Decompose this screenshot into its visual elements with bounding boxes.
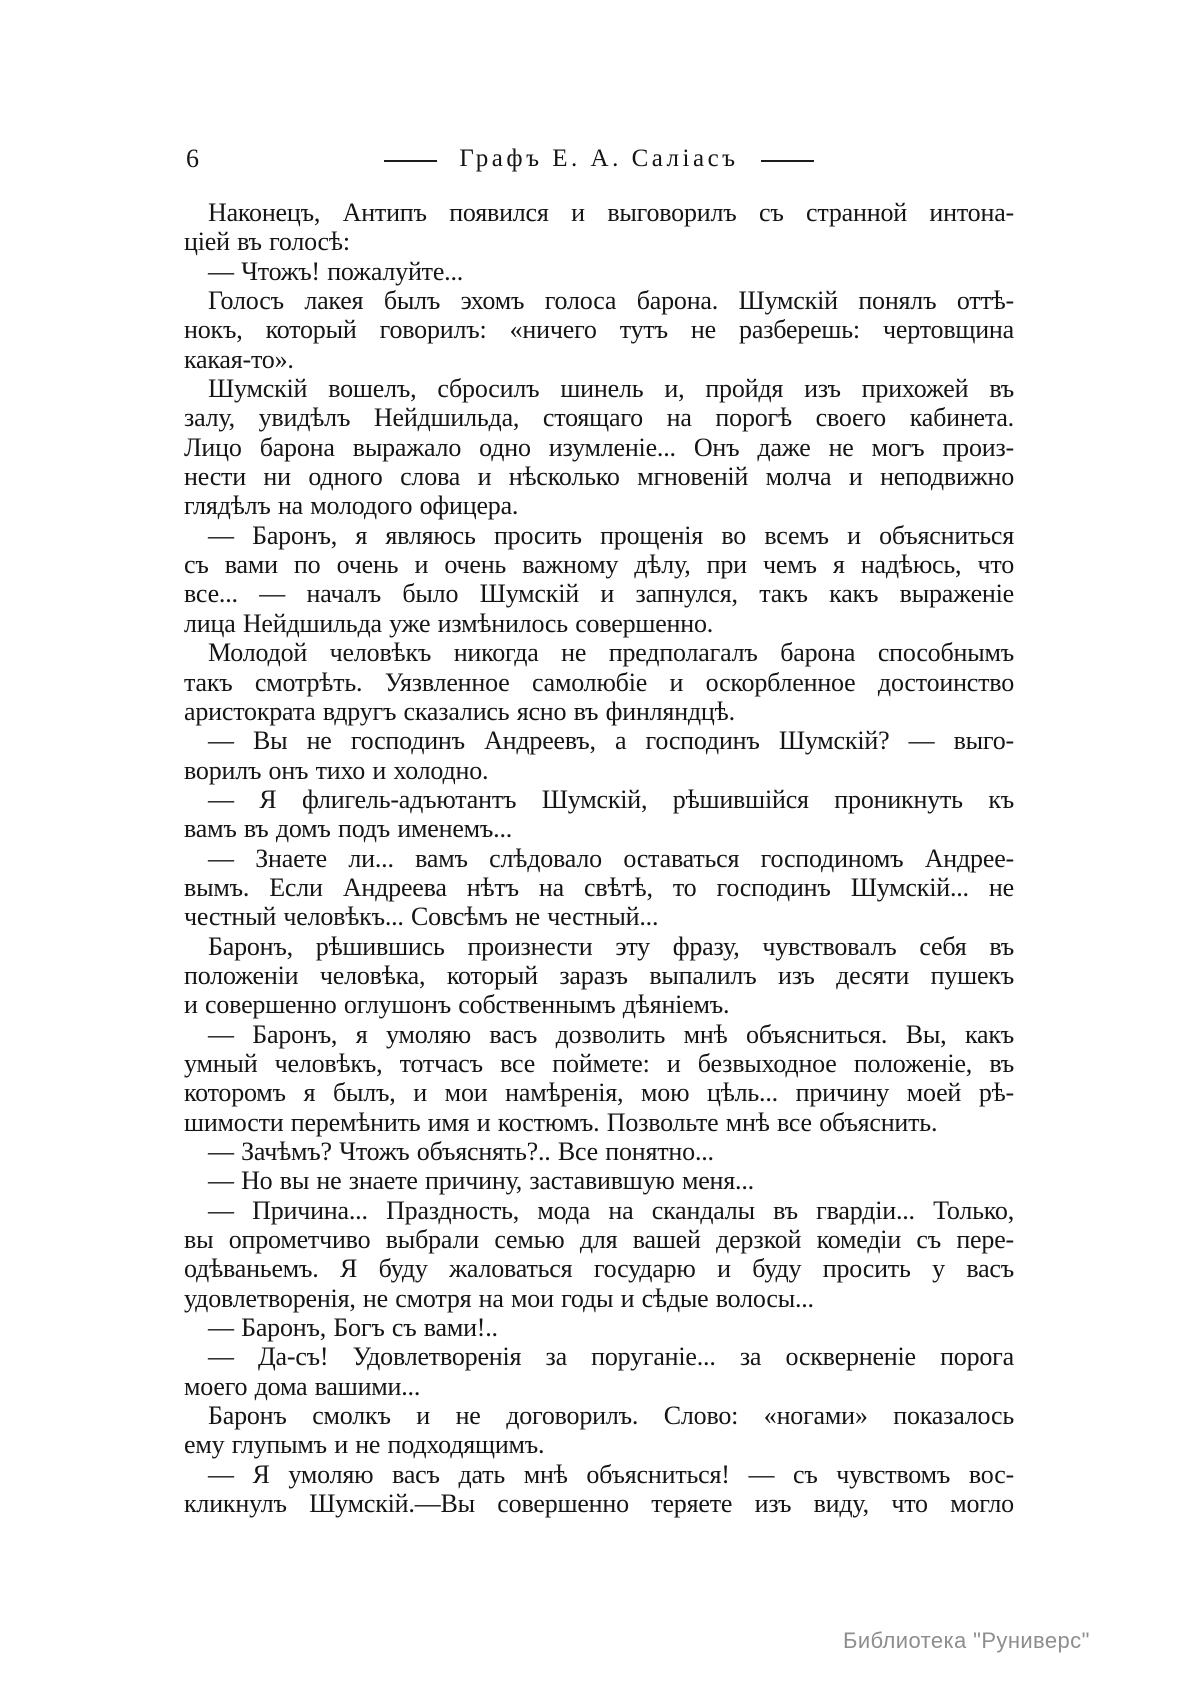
- text-line: вамъ въ домъ подъ именемъ...: [184, 814, 513, 844]
- paragraph: [184, 844, 1014, 932]
- text-line: Баронъ смолкъ и не договорилъ. Слово: «ногами» показалось: [208, 1401, 1014, 1431]
- text-line: честный человѣкъ... Совсѣмъ не честный...: [184, 902, 659, 932]
- paragraph: [184, 1137, 1014, 1166]
- text-line: и совершенно оглушонъ собственнымъ дѣяніемъ.: [184, 990, 730, 1020]
- paragraph: [184, 1460, 1014, 1519]
- paragraph: [184, 1342, 1014, 1401]
- text-line: Голосъ лакея былъ эхомъ голоса барона. Шумскій понялъ оттѣ-: [208, 286, 1014, 316]
- paragraph: [184, 638, 1014, 726]
- paragraph: [184, 726, 1014, 785]
- paragraph: [184, 1020, 1014, 1137]
- text-line: глядѣлъ на молодого офицера.: [184, 491, 519, 521]
- text-line: — Знаете ли... вамъ слѣдовало оставаться господиномъ Андрее-: [208, 843, 1014, 873]
- text-body: [184, 198, 1014, 1518]
- header-rule-left: [384, 160, 437, 162]
- text-line: ему глупымъ и не подходящимъ.: [184, 1430, 545, 1460]
- text-line: — Я флигель-адъютантъ Шумскій, рѣшившійся проникнуть къ: [208, 784, 1014, 814]
- text-line: нести ни одного слова и нѣсколько мгновеній молча и неподвижно: [184, 462, 1014, 492]
- text-line: шимости перемѣнить имя и костюмъ. Позвольте мнѣ все объяснить.: [184, 1107, 938, 1137]
- text-line: моего дома вашими...: [184, 1371, 421, 1401]
- text-line: Шумскій вошелъ, сбросилъ шинель и, пройдя изъ прихожей въ: [208, 374, 1014, 404]
- text-line: Баронъ, рѣшившись произнести эту фразу, чувствовалъ себя въ: [208, 931, 1014, 961]
- header-title: Графъ Е. А. Саліасъ: [459, 145, 739, 172]
- text-line: — Причина... Праздность, мода на скандалы въ гвардіи... Только,: [208, 1195, 1014, 1225]
- text-line: Лицо барона выражало одно изумленіе... Онъ даже не могъ произ-: [184, 432, 1014, 462]
- running-head: [184, 143, 1014, 175]
- text-line: — Зачѣмъ? Чтожъ объяснять?.. Все понятно...: [208, 1137, 714, 1166]
- text-line: все... — началъ было Шумскій и запнулся, такъ какъ выраженіе: [184, 579, 1014, 609]
- text-line: нокъ, который говорилъ: «ничего тутъ не разберешь: чертовщина: [184, 315, 1014, 345]
- header-title-row: [184, 143, 1014, 175]
- page-number: 6: [186, 144, 199, 173]
- paragraph: [184, 932, 1014, 1020]
- text-line: — Вы не господинъ Андреевъ, а господинъ Шумскій? — выго-: [208, 726, 1014, 756]
- text-line: ціей въ голосѣ:: [184, 227, 350, 257]
- paragraph: [184, 374, 1014, 521]
- text-line: — Чтожъ! пожалуйте...: [208, 256, 464, 286]
- text-line: — Да-съ! Удовлетворенія за поруганіе... за оскверненіе порога: [208, 1342, 1014, 1372]
- text-line: умный человѣкъ, тотчасъ все поймете: и безвыходное положеніе, въ: [184, 1048, 1014, 1078]
- text-line: съ вами по очень и очень важному дѣлу, при чемъ я надѣюсь, что: [184, 550, 1014, 580]
- text-line: Наконецъ, Антипъ появился и выговорилъ съ странной интона-: [208, 198, 1014, 227]
- paragraph: [184, 785, 1014, 844]
- text-line: Молодой человѣкъ никогда не предполагалъ барона способнымъ: [208, 638, 1014, 668]
- text-line: положеніи человѣка, который заразъ выпалилъ изъ десяти пушекъ: [184, 960, 1014, 990]
- paragraph: [184, 1401, 1014, 1460]
- library-watermark: Библиотека "Руниверс": [843, 1628, 1090, 1653]
- text-line: удовлетворенія, не смотря на мои годы и сѣдые волосы...: [184, 1283, 814, 1313]
- text-line: которомъ я былъ, и мои намѣренія, мою цѣль... причину моей рѣ-: [184, 1078, 1014, 1108]
- text-line: ворилъ онъ тихо и холодно.: [184, 755, 489, 785]
- text-line: лица Нейдшильда уже измѣнилось совершенно.: [184, 608, 714, 638]
- text-line: какая-то».: [184, 344, 294, 374]
- paragraph: [184, 521, 1014, 638]
- text-line: залу, увидѣлъ Нейдшильда, стоящаго на порогѣ своего кабинета.: [184, 403, 1014, 433]
- text-line: кликнулъ Шумскій.—Вы совершенно теряете изъ виду, что могло: [184, 1489, 1014, 1519]
- text-line: вымъ. Если Андреева нѣтъ на свѣтѣ, то господинъ Шумскій... не: [184, 872, 1014, 902]
- paragraph: [184, 198, 1014, 257]
- paragraph: [184, 1196, 1014, 1313]
- text-line: одѣваньемъ. Я буду жаловаться государю и буду просить у васъ: [184, 1254, 1014, 1284]
- paragraph: [184, 257, 1014, 286]
- text-line: аристократа вдругъ сказались ясно въ финляндцѣ.: [184, 696, 735, 726]
- paragraph: [184, 286, 1014, 374]
- text-line: — Баронъ, я являюсь просить прощенія во всемъ и объясниться: [208, 520, 1014, 550]
- paragraph: [184, 1166, 1014, 1195]
- header-rule-right: [761, 160, 814, 162]
- text-line: вы опрометчиво выбрали семью для вашей дерзкой комедіи съ пере-: [184, 1225, 1014, 1255]
- text-line: — Я умоляю васъ дать мнѣ объясниться! — съ чувствомъ вос-: [208, 1459, 1014, 1489]
- text-line: такъ смотрѣть. Уязвленное самолюбіе и оскорбленное достоинство: [184, 667, 1014, 697]
- text-line: — Баронъ, Богъ съ вами!..: [208, 1313, 498, 1343]
- paragraph: [184, 1313, 1014, 1342]
- text-line: — Баронъ, я умоляю васъ дозволить мнѣ объясниться. Вы, какъ: [208, 1019, 1014, 1049]
- text-line: — Но вы не знаете причину, заставившую меня...: [208, 1166, 754, 1196]
